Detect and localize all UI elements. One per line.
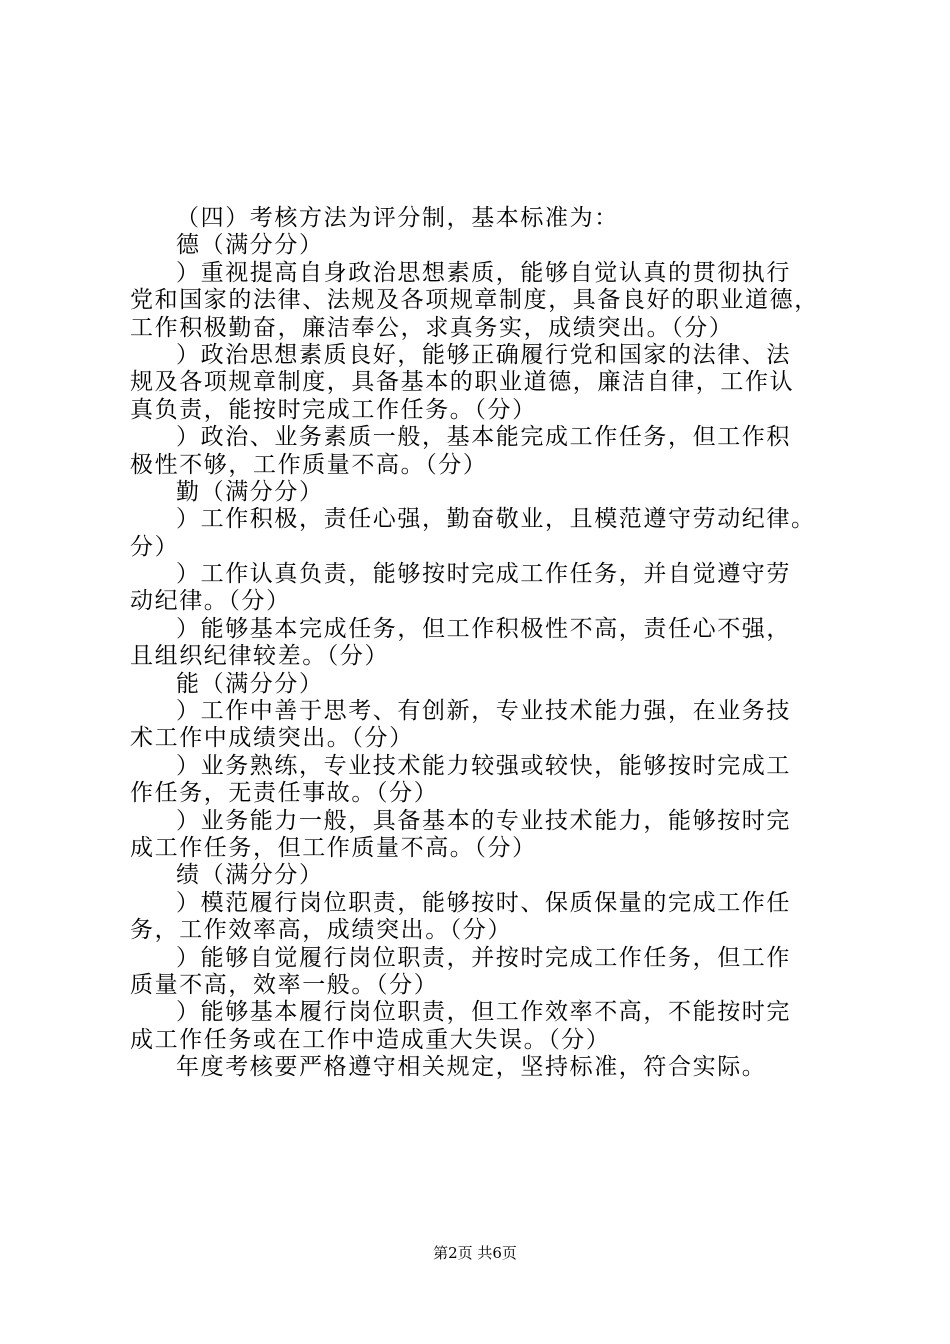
text-line: ）业务能力一般，具备基本的专业技术能力，能够按时完 <box>176 807 791 834</box>
text-line: 质量不高，效率一般。（分） <box>130 971 439 998</box>
text-line: （四）考核方法为评分制，基本标准为： <box>176 205 619 231</box>
text-line: 动纪律。（分） <box>130 588 291 615</box>
text-line: 真负责，能按时完成工作任务。（分） <box>130 396 537 423</box>
text-line: ）工作认真负责，能够按时完成工作任务，并自觉遵守劳 <box>176 561 791 588</box>
text-line: ）模范履行岗位职责，能够按时、保质保量的完成工作任 <box>176 889 791 916</box>
text-line: ）业务熟练，专业技术能力较强或较快，能够按时完成工 <box>176 752 791 779</box>
text-line: ）工作积极，责任心强，勤奋敬业，且模范遵守劳动纪律。 <box>176 506 816 533</box>
text-line: 党和国家的法律、法规及各项规章制度，具备良好的职业道德， <box>130 287 819 314</box>
text-line: 绩（满分分） <box>176 862 324 889</box>
text-line: 勤（满分分） <box>176 478 324 505</box>
text-line: 极性不够，工作质量不高。（分） <box>130 451 488 478</box>
text-line: 成工作任务或在工作中造成重大失误。（分） <box>130 1026 611 1053</box>
text-line: ）政治、业务素质一般，基本能完成工作任务，但工作积 <box>176 424 791 451</box>
page-footer: 第2页 共6页 <box>433 1244 517 1262</box>
text-line: 年度考核要严格遵守相关规定，坚持标准，符合实际。 <box>176 1054 767 1081</box>
text-line: ）工作中善于思考、有创新，专业技术能力强，在业务技 <box>176 698 791 725</box>
text-line: 且组织纪律较差。（分） <box>130 643 390 670</box>
text-line: 规及各项规章制度，具备基本的职业道德，廉洁自律，工作认 <box>130 369 795 396</box>
text-line: 成工作任务，但工作质量不高。（分） <box>130 834 537 861</box>
text-line: 能（满分分） <box>176 670 324 697</box>
text-line: 分） <box>130 533 180 560</box>
text-line: 德（满分分） <box>176 232 324 259</box>
text-line: ）重视提高自身政治思想素质，能够自觉认真的贯彻执行 <box>176 259 791 286</box>
text-line: 作任务，无责任事故。（分） <box>130 780 439 807</box>
text-line: ）能够自觉履行岗位职责，并按时完成工作任务，但工作 <box>176 944 791 971</box>
text-line: ）能够基本完成任务，但工作积极性不高，责任心不强， <box>176 615 791 642</box>
text-line: 术工作中成绩突出。（分） <box>130 725 414 752</box>
text-line: ）政治思想素质良好，能够正确履行党和国家的法律、法 <box>176 341 791 368</box>
text-line: ）能够基本履行岗位职责，但工作效率不高，不能按时完 <box>176 999 791 1026</box>
document-body <box>130 205 850 1082</box>
text-line: 务，工作效率高，成绩突出。（分） <box>130 917 513 944</box>
text-line: 工作积极勤奋，廉洁奉公，求真务实，成绩突出。（分） <box>130 314 734 341</box>
